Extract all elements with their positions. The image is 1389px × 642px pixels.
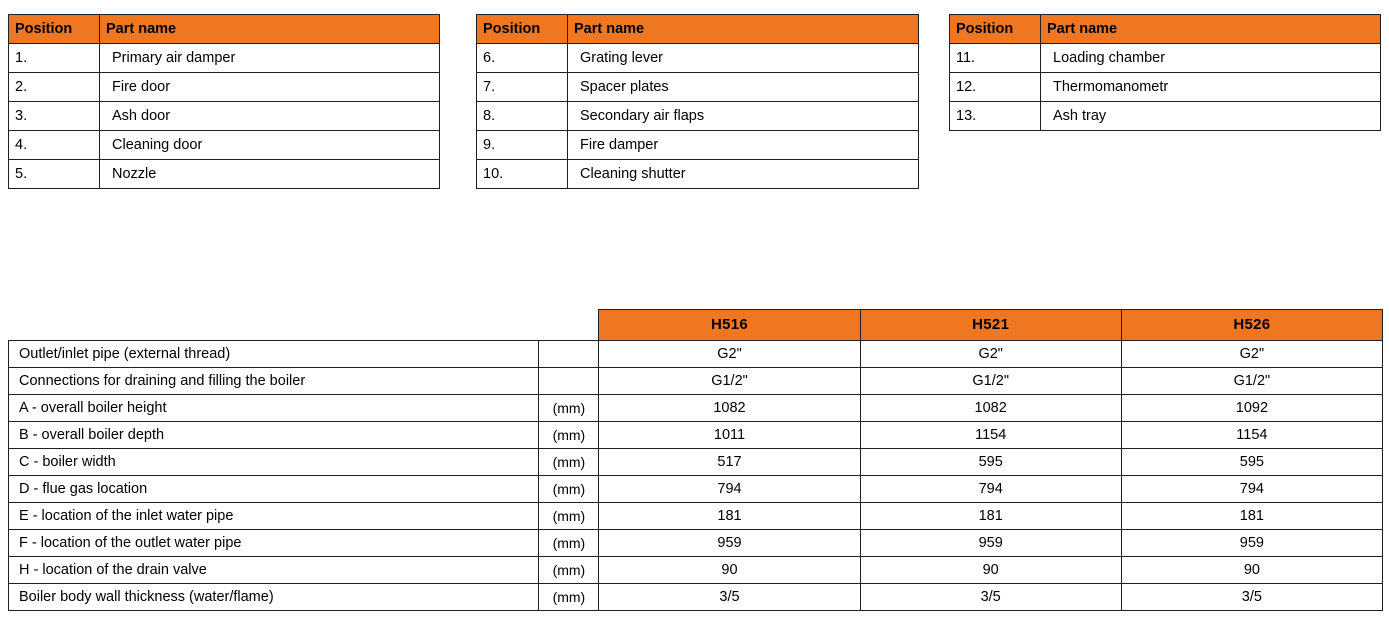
cell-position: 13.: [950, 102, 1041, 131]
table-header-row: [9, 310, 1383, 341]
cell-part-name: Cleaning door: [100, 131, 440, 160]
cell-part-name: Thermomanometr: [1041, 73, 1381, 102]
cell-part-name: Ash door: [100, 102, 440, 131]
cell-position: 10.: [477, 160, 568, 189]
cell-unit: (mm): [539, 503, 599, 530]
parts-table-2: [476, 14, 919, 189]
cell-position: 6.: [477, 44, 568, 73]
cell-spec-label: Connections for draining and filling the boiler: [9, 368, 539, 395]
cell-spec-label: A - overall boiler height: [9, 395, 539, 422]
cell-value: G2": [1121, 341, 1382, 368]
cell-value: 1082: [860, 395, 1121, 422]
cell-value: 1154: [860, 422, 1121, 449]
cell-value: 1154: [1121, 422, 1382, 449]
table-row: [9, 44, 440, 73]
cell-value: 959: [599, 530, 860, 557]
cell-value: 794: [860, 476, 1121, 503]
table-row: [9, 557, 1383, 584]
column-header-part-name: Part name: [568, 15, 919, 44]
cell-unit: (mm): [539, 530, 599, 557]
cell-value: 90: [1121, 557, 1382, 584]
cell-unit: (mm): [539, 584, 599, 611]
cell-spec-label: E - location of the inlet water pipe: [9, 503, 539, 530]
table-row: [950, 102, 1381, 131]
column-header-model-2: H521: [860, 310, 1121, 341]
cell-value: G1/2": [1121, 368, 1382, 395]
table-row: [9, 395, 1383, 422]
table-row: [9, 530, 1383, 557]
table-header-row: [950, 15, 1381, 44]
cell-value: 1092: [1121, 395, 1382, 422]
table-row: [9, 341, 1383, 368]
table-row: [950, 73, 1381, 102]
cell-value: 3/5: [1121, 584, 1382, 611]
cell-value: G2": [599, 341, 860, 368]
column-header-model-3: H526: [1121, 310, 1382, 341]
cell-value: 3/5: [860, 584, 1121, 611]
cell-part-name: Spacer plates: [568, 73, 919, 102]
cell-value: G1/2": [599, 368, 860, 395]
table-header-row: [9, 15, 440, 44]
column-header-position: Position: [9, 15, 100, 44]
cell-part-name: Grating lever: [568, 44, 919, 73]
column-header-model-1: H516: [599, 310, 860, 341]
cell-value: G2": [860, 341, 1121, 368]
cell-value: 90: [860, 557, 1121, 584]
cell-unit: [539, 368, 599, 395]
cell-value: 794: [599, 476, 860, 503]
cell-position: 4.: [9, 131, 100, 160]
table-row: [477, 131, 919, 160]
table-row: [9, 422, 1383, 449]
cell-position: 12.: [950, 73, 1041, 102]
cell-part-name: Nozzle: [100, 160, 440, 189]
cell-position: 7.: [477, 73, 568, 102]
table-row: [9, 368, 1383, 395]
cell-value: 1011: [599, 422, 860, 449]
table-row: [9, 449, 1383, 476]
cell-position: 5.: [9, 160, 100, 189]
cell-part-name: Fire door: [100, 73, 440, 102]
cell-value: 794: [1121, 476, 1382, 503]
cell-unit: (mm): [539, 476, 599, 503]
table-row: [9, 476, 1383, 503]
cell-spec-label: F - location of the outlet water pipe: [9, 530, 539, 557]
cell-position: 3.: [9, 102, 100, 131]
column-header-part-name: Part name: [1041, 15, 1381, 44]
cell-unit: [539, 341, 599, 368]
parts-table-3: [949, 14, 1381, 131]
cell-part-name: Fire damper: [568, 131, 919, 160]
parts-table-1: [8, 14, 440, 189]
cell-spec-label: Outlet/inlet pipe (external thread): [9, 341, 539, 368]
cell-value: 181: [1121, 503, 1382, 530]
table-row: [477, 102, 919, 131]
cell-value: 959: [860, 530, 1121, 557]
table-row: [477, 44, 919, 73]
cell-position: 8.: [477, 102, 568, 131]
cell-part-name: Secondary air flaps: [568, 102, 919, 131]
cell-part-name: Cleaning shutter: [568, 160, 919, 189]
cell-value: 595: [860, 449, 1121, 476]
cell-unit: (mm): [539, 449, 599, 476]
cell-value: G1/2": [860, 368, 1121, 395]
dimensions-table-wrap: [8, 309, 1383, 611]
cell-value: 3/5: [599, 584, 860, 611]
cell-value: 181: [599, 503, 860, 530]
table-row: [9, 503, 1383, 530]
cell-value: 959: [1121, 530, 1382, 557]
table-row: [9, 102, 440, 131]
cell-value: 595: [1121, 449, 1382, 476]
cell-unit: (mm): [539, 422, 599, 449]
cell-part-name: Ash tray: [1041, 102, 1381, 131]
column-header-part-name: Part name: [100, 15, 440, 44]
column-header-position: Position: [477, 15, 568, 44]
cell-value: 90: [599, 557, 860, 584]
table-row: [477, 73, 919, 102]
cell-spec-label: D - flue gas location: [9, 476, 539, 503]
table-row: [9, 584, 1383, 611]
cell-position: 11.: [950, 44, 1041, 73]
header-spacer-label: [9, 310, 539, 341]
header-spacer-unit: [539, 310, 599, 341]
table-row: [9, 131, 440, 160]
cell-unit: (mm): [539, 557, 599, 584]
cell-spec-label: H - location of the drain valve: [9, 557, 539, 584]
cell-part-name: Primary air damper: [100, 44, 440, 73]
cell-spec-label: Boiler body wall thickness (water/flame): [9, 584, 539, 611]
cell-unit: (mm): [539, 395, 599, 422]
cell-spec-label: C - boiler width: [9, 449, 539, 476]
table-row: [950, 44, 1381, 73]
dimensions-table: [8, 309, 1383, 611]
cell-value: 517: [599, 449, 860, 476]
cell-position: 1.: [9, 44, 100, 73]
table-row: [9, 160, 440, 189]
cell-value: 181: [860, 503, 1121, 530]
column-header-position: Position: [950, 15, 1041, 44]
cell-value: 1082: [599, 395, 860, 422]
table-header-row: [477, 15, 919, 44]
table-row: [477, 160, 919, 189]
cell-spec-label: B - overall boiler depth: [9, 422, 539, 449]
cell-part-name: Loading chamber: [1041, 44, 1381, 73]
cell-position: 2.: [9, 73, 100, 102]
table-row: [9, 73, 440, 102]
parts-tables-group: [0, 14, 1389, 204]
cell-position: 9.: [477, 131, 568, 160]
